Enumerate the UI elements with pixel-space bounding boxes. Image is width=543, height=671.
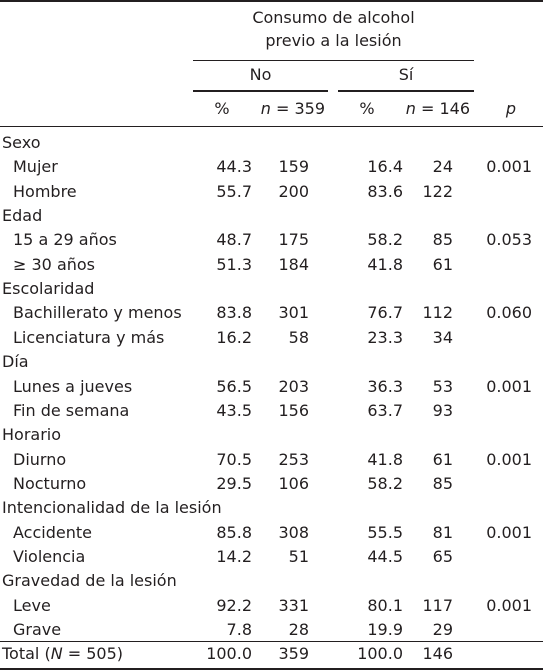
row-label: Mujer: [13, 157, 58, 176]
cell-pct-si: 80.1: [367, 596, 403, 615]
category-label: Edad: [2, 206, 43, 225]
cell-pct-no: 56.5: [216, 377, 252, 396]
cell-n-no: 175: [278, 230, 309, 249]
cell-pct-no: 43.5: [216, 401, 252, 420]
cell-n-no: 331: [278, 596, 309, 615]
row-label: Bachillerato y menos: [13, 303, 182, 322]
category-label: Intencionalidad de la lesión: [2, 498, 222, 517]
row-label: Diurno: [13, 450, 67, 469]
cell-pct-no: 51.3: [216, 255, 252, 274]
cell-pct-si: 83.6: [367, 182, 403, 201]
total-n-symbol: N: [50, 644, 63, 663]
cell-pct-si: 19.9: [367, 620, 403, 639]
n-value: = 146: [415, 99, 470, 118]
total-pct-si: 100.0: [357, 644, 403, 663]
cell-pct-no: 14.2: [216, 547, 252, 566]
row-label: Leve: [13, 596, 51, 615]
col-group-si: Sí: [398, 65, 414, 84]
row-label: Fin de semana: [13, 401, 130, 420]
cell-pct-si: 58.2: [367, 230, 403, 249]
row-label: 15 a 29 años: [13, 230, 117, 249]
table-bottom-rule: [0, 668, 543, 670]
cell-pct-si: 63.7: [367, 401, 403, 420]
cell-p: 0.001: [486, 377, 532, 396]
cell-p: 0.001: [486, 157, 532, 176]
cell-pct-si: 41.8: [367, 255, 403, 274]
total-label: [2, 645, 123, 663]
cell-n-no: 200: [278, 182, 309, 201]
row-label: Accidente: [13, 523, 92, 542]
cell-pct-no: 44.3: [216, 157, 252, 176]
header-bottom-rule: [0, 126, 543, 127]
cell-n-si: 117: [422, 596, 453, 615]
total-top-rule: [0, 641, 543, 642]
cell-n-no: 58: [288, 328, 309, 347]
cell-n-si: 34: [432, 328, 453, 347]
cell-p: 0.001: [486, 596, 532, 615]
group-header-line2: previo a la lesión: [265, 31, 402, 50]
cell-pct-si: 44.5: [367, 547, 403, 566]
row-label: Grave: [13, 620, 62, 639]
group-header-rule: [193, 60, 474, 61]
col-group-si-rule: [338, 90, 474, 92]
cell-pct-si: 16.4: [367, 157, 403, 176]
col-header-n-no: [240, 100, 325, 118]
total-n-no: 359: [278, 644, 309, 663]
cell-pct-si: 58.2: [367, 474, 403, 493]
cell-n-si: 112: [422, 303, 453, 322]
cell-n-no: 308: [278, 523, 309, 542]
cell-n-no: 51: [288, 547, 309, 566]
cell-n-no: 203: [278, 377, 309, 396]
cell-n-si: 24: [432, 157, 453, 176]
cell-n-si: 53: [432, 377, 453, 396]
row-label: Violencia: [13, 547, 86, 566]
total-pct-no: 100.0: [206, 644, 252, 663]
cell-n-si: 61: [432, 255, 453, 274]
cell-pct-no: 55.7: [216, 182, 252, 201]
cell-n-no: 301: [278, 303, 309, 322]
cell-pct-no: 16.2: [216, 328, 252, 347]
cell-n-no: 184: [278, 255, 309, 274]
row-label: Lunes a jueves: [13, 377, 133, 396]
cell-pct-no: 83.8: [216, 303, 252, 322]
total-n-si: 146: [422, 644, 453, 663]
total-suffix: = 505): [62, 644, 124, 663]
cell-p: 0.001: [486, 523, 532, 542]
n-value: = 359: [270, 99, 325, 118]
cell-p: 0.053: [486, 230, 532, 249]
row-label: ≥ 30 años: [13, 255, 96, 274]
row-label: Licenciatura y más: [13, 328, 165, 347]
group-header-line1: Consumo de alcohol: [252, 8, 415, 27]
cell-pct-no: 70.5: [216, 450, 252, 469]
cell-n-si: 81: [432, 523, 453, 542]
col-header-pct-si: %: [359, 99, 375, 118]
cell-pct-si: 23.3: [367, 328, 403, 347]
cell-n-si: 61: [432, 450, 453, 469]
col-group-no-rule: [193, 90, 328, 92]
table-top-rule: [0, 0, 543, 2]
category-label: Día: [2, 352, 29, 371]
cell-n-no: 159: [278, 157, 309, 176]
col-header-n-si: [385, 100, 470, 118]
cell-n-no: 156: [278, 401, 309, 420]
n-symbol: n: [405, 99, 416, 118]
category-label: Sexo: [2, 133, 41, 152]
cell-n-si: 85: [432, 230, 453, 249]
cell-pct-si: 41.8: [367, 450, 403, 469]
cell-n-si: 93: [432, 401, 453, 420]
category-label: Escolaridad: [2, 279, 95, 298]
row-label: Hombre: [13, 182, 77, 201]
cell-pct-no: 7.8: [226, 620, 252, 639]
cell-n-si: 122: [422, 182, 453, 201]
cell-n-no: 106: [278, 474, 309, 493]
category-label: Horario: [2, 425, 62, 444]
cell-pct-si: 55.5: [367, 523, 403, 542]
cell-p: 0.060: [486, 303, 532, 322]
cell-pct-no: 85.8: [216, 523, 252, 542]
cell-n-no: 28: [288, 620, 309, 639]
cell-p: 0.001: [486, 450, 532, 469]
cell-pct-no: 48.7: [216, 230, 252, 249]
category-label: Gravedad de la lesión: [2, 571, 177, 590]
row-label: Nocturno: [13, 474, 87, 493]
col-header-pct-no: %: [214, 99, 230, 118]
cell-n-si: 65: [432, 547, 453, 566]
cell-pct-no: 92.2: [216, 596, 252, 615]
cell-n-no: 253: [278, 450, 309, 469]
cell-pct-si: 76.7: [367, 303, 403, 322]
cell-pct-no: 29.5: [216, 474, 252, 493]
n-symbol: n: [260, 99, 271, 118]
cell-n-si: 29: [432, 620, 453, 639]
total-prefix: Total (: [2, 644, 51, 663]
cell-n-si: 85: [432, 474, 453, 493]
cell-pct-si: 36.3: [367, 377, 403, 396]
col-header-p: p: [505, 99, 517, 118]
col-group-no: No: [249, 65, 272, 84]
